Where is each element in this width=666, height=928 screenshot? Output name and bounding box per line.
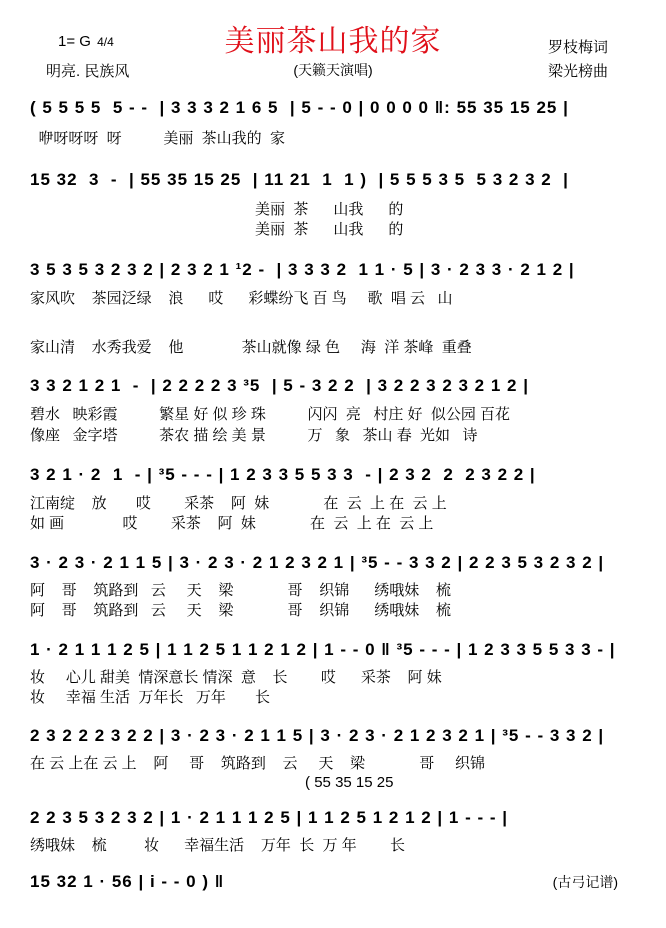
notes-line: 15 32 3 - | 55 35 15 25 | 11 21 1 1 ) | 5 5 5 3 5 5 3 2 3 2 | xyxy=(30,170,569,189)
lyric-line: 江南绽 放 哎 采茶 阿 妹 在 云 上 在 云 上 xyxy=(30,495,447,512)
song-title: 美丽茶山我的家 xyxy=(224,24,442,59)
notes-line: 2 3 2 2 2 3 2 2 | 3 · 2 3 · 2 1 1 5 | 3 · 2 3 · 2 1 2 3 2 1 | ³5 - - 3 3 2 | xyxy=(30,726,605,745)
lyric-line: 阿 哥 筑路到 云 天 梁 哥 织锦 绣哦妹 梳 xyxy=(30,602,451,619)
key-text: 1= G xyxy=(58,33,91,50)
notes-line: 3 · 2 3 · 2 1 1 5 | 3 · 2 3 · 2 1 2 3 2 1 | ³5 - - 3 3 2 | 2 2 3 5 3 2 3 2 | xyxy=(30,553,605,572)
lyric-line: 妆 心儿 甜美 情深意长 情深 意 长 哎 采茶 阿 妹 xyxy=(30,669,442,686)
lyricist: 罗枝梅词 xyxy=(548,39,609,56)
lyric-line: 像座 金字塔 茶农 描 绘 美 景 万 象 茶山 春 光如 诗 xyxy=(30,427,478,444)
performer: (天籁天演唱) xyxy=(293,62,373,78)
lyric-line: 美丽 茶 山我 的 xyxy=(30,221,404,238)
time-signature: 4/4 xyxy=(97,35,114,49)
lyric-line: 咿呀呀呀 呀 美丽 茶山我的 家 xyxy=(30,130,286,147)
lyric-line: 碧水 映彩霞 繁星 好 似 珍 珠 闪闪 亮 村庄 好 似公园 百花 xyxy=(30,406,511,423)
composer: 梁光榜曲 xyxy=(548,63,609,80)
lyric-line: 如 画 哎 采茶 阿 妹 在 云 上 在 云 上 xyxy=(30,515,434,532)
notes-line: 2 2 3 5 3 2 3 2 | 1 · 2 1 1 1 2 5 | 1 1 2 5 1 2 1 2 | 1 - - - | xyxy=(30,808,508,827)
lyric-line: 妆 幸福 生活 万年长 万年 长 xyxy=(30,689,271,706)
lyric-line: 在 云 上在 云 上 阿 哥 筑路到 云 天 梁 哥 织锦 xyxy=(30,755,486,772)
lyric-line: 绣哦妹 梳 妆 幸福生活 万年 长 万 年 长 xyxy=(30,837,406,854)
notes-line: ( 5 5 5 5 5 - - | 3 3 3 2 1 6 5 | 5 - - 0 | 0 0 0 0 ‖: 55 35 15 25 | xyxy=(30,98,569,117)
notes-line: 15 32 1 · 56 | i - - 0 ) ‖ xyxy=(30,872,225,891)
notes-line: 3 2 1 · 2 1 - | ³5 - - - | 1 2 3 3 5 5 3 3 - | 2 3 2 2 2 3 2 2 | xyxy=(30,465,536,484)
lyric-line: 阿 哥 筑路到 云 天 梁 哥 织锦 绣哦妹 梳 xyxy=(30,582,451,599)
notes-line: 3 5 3 5 3 2 3 2 | 2 3 2 1 ¹2 - | 3 3 3 2 1 1 · 5 | 3 · 2 3 3 · 2 1 2 | xyxy=(30,260,575,279)
notes-line: 1 · 2 1 1 1 2 5 | 1 1 2 5 1 1 2 1 2 | 1 - - 0 ‖ ³5 - - - | 1 2 3 3 5 5 3 3 - | xyxy=(30,640,616,659)
lyric-line: 家风吹 茶园泛绿 浪 哎 彩蝶纷飞 百 鸟 歌 唱 云 山 xyxy=(30,290,453,307)
notes-line: 3 3 2 1 2 1 - | 2 2 2 2 3 ³5 | 5 - 3 2 2 | 3 2 2 3 2 3 2 1 2 | xyxy=(30,376,529,395)
lyric-line: 家山清 水秀我爱 他 茶山就像 绿 色 海 洋 茶峰 重叠 xyxy=(30,339,472,356)
style-marking: 明亮. 民族风 xyxy=(46,63,130,80)
transcriber-credit: (古弓记谱) xyxy=(552,874,618,890)
lyric-line: ( 55 35 15 25 xyxy=(30,774,394,791)
lyric-line: 美丽 茶 山我 的 xyxy=(30,201,404,218)
